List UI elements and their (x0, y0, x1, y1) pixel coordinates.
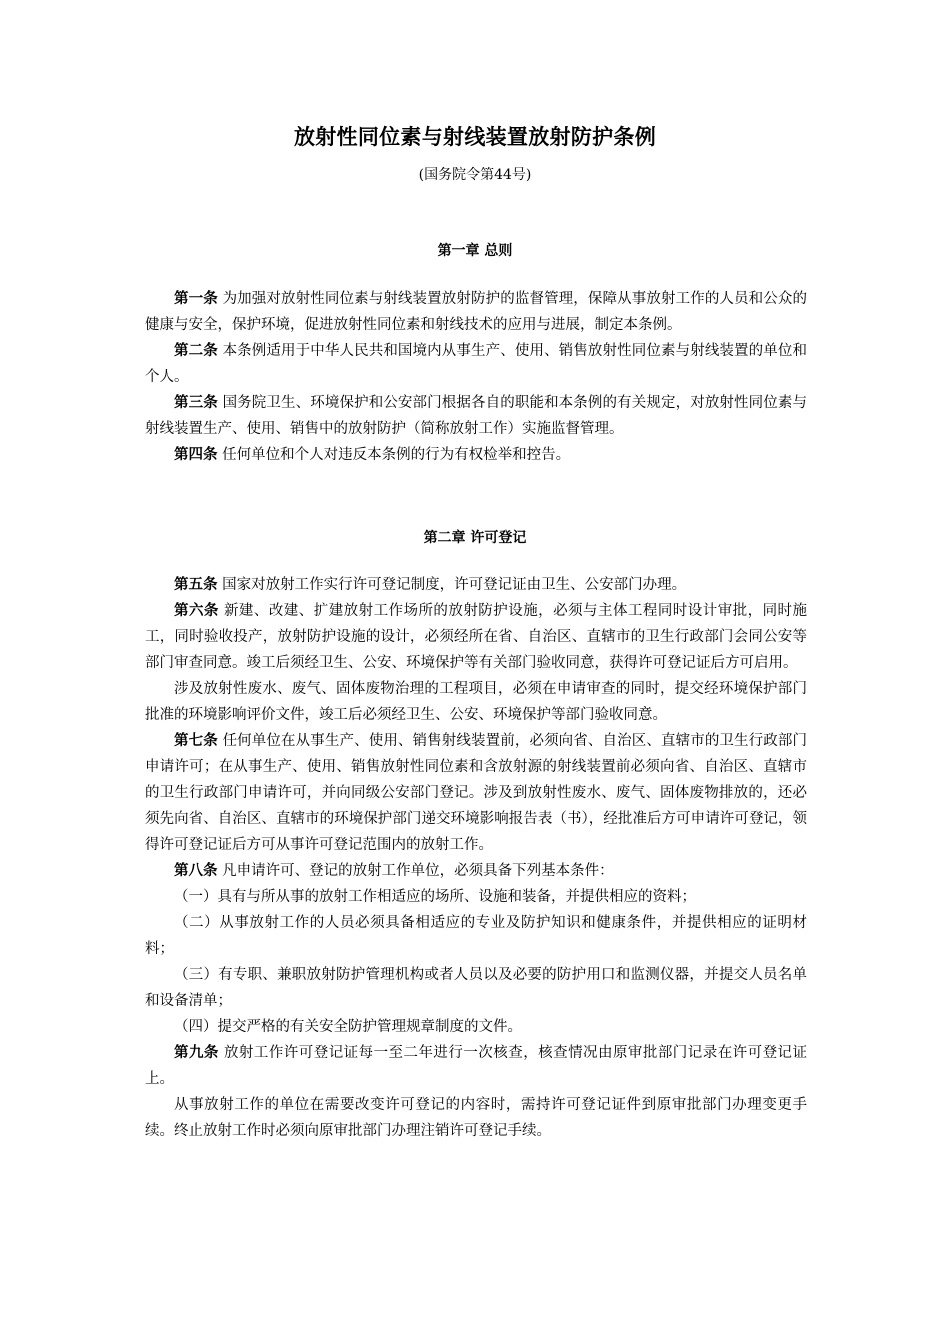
article-text: （三）有专职、兼职放射防护管理机构或者人员以及必要的防护用口和监测仪器，并提交人员名单和设备清单； (145, 967, 807, 1009)
article-text: 凡申请许可、登记的放射工作单位，必须具备下列基本条件： (217, 863, 614, 879)
article-paragraph (145, 1092, 807, 1144)
article-label: 第五条 (174, 577, 218, 593)
chapter-2-body (145, 572, 807, 1144)
list-item (145, 910, 807, 962)
article-paragraph (145, 858, 807, 884)
article-text: （一）具有与所从事的放射工作相适应的场所、设施和装备，并提供相应的资料； (174, 889, 696, 905)
article-paragraph (145, 286, 807, 338)
article-text: 从事放射工作的单位在需要改变许可登记的内容时，需持许可登记证件到原审批部门办理变更手续。终止放射工作时必须向原审批部门办理注销许可登记手续。 (145, 1097, 807, 1139)
article-text: 放射工作许可登记证每一至二年进行一次核查，核查情况由原审批部门记录在许可登记证上。 (145, 1045, 808, 1087)
list-item (145, 962, 807, 1014)
article-text: 国务院卫生、环境保护和公安部门根据各自的职能和本条例的有关规定，对放射性同位素与射线装置生产、使用、销售中的放射防护（简称放射工作）实施监督管理。 (145, 395, 807, 437)
article-label: 第二条 (174, 343, 218, 359)
article-label: 第八条 (174, 863, 218, 879)
article-text: 涉及放射性废水、废气、固体废物治理的工程项目，必须在申请审查的同时，提交经环境保护部门批准的环境影响评价文件，竣工后必须经卫生、公安、环境保护等部门验收同意。 (145, 681, 807, 723)
chapter-1-heading: 第一章 总则 (437, 243, 513, 259)
article-text: （四）提交严格的有关安全防护管理规章制度的文件。 (174, 1019, 522, 1035)
article-text: 为加强对放射性同位素与射线装置放射防护的监督管理，保障从事放射工作的人员和公众的健康与安全，保护环境，促进放射性同位素和射线技术的应用与进展，制定本条例。 (145, 291, 807, 333)
article-paragraph (145, 728, 807, 858)
chapter-1-body (145, 286, 807, 468)
article-text: 新建、改建、扩建放射工作场所的放射防护设施，必须与主体工程同时设计审批，同时施工，同时验收投产，放射防护设施的设计，必须经所在省、自治区、直辖市的卫生行政部门会同公安等部门审查同意。竣工后须经卫生、公安、环境保护等有关部门验收同意，获得许可登记证后方可启用。 (145, 603, 808, 671)
article-label: 第六条 (174, 603, 219, 619)
article-text: 本条例适用于中华人民共和国境内从事生产、使用、销售放射性同位素与射线装置的单位和个人。 (145, 343, 807, 385)
article-paragraph (145, 390, 807, 442)
article-text: 任何单位在从事生产、使用、销售射线装置前，必须向省、自治区、直辖市的卫生行政部门申请许可；在从事生产、使用、销售放射性同位素和含放射源的射线装置前必须向省、自治区、直辖市的卫生行政部门申请许可，并向同级公安部门登记。涉及到放射性废水、废气、固体废物排放的，还必须先向省、自治区、直辖市的环境保护部门递交环境影响报告表（书），经批准后方可申请许可登记，领得许可登记证后方可从事许可登记范围内的放射工作。 (145, 733, 807, 853)
article-text: 国家对放射工作实行许可登记制度，许可登记证由卫生、公安部门办理。 (217, 577, 687, 593)
article-label: 第四条 (174, 447, 218, 463)
article-paragraph (145, 1040, 807, 1092)
article-paragraph (145, 338, 807, 390)
article-label: 第九条 (174, 1045, 219, 1061)
document-subtitle: (国务院令第44号) (418, 167, 532, 183)
chapter-2-heading: 第二章 许可登记 (423, 530, 527, 546)
article-paragraph (145, 442, 807, 468)
document-title: 放射性同位素与射线装置放射防护条例 (293, 125, 657, 149)
article-label: 第三条 (174, 395, 218, 411)
article-paragraph (145, 598, 807, 676)
article-text: （二）从事放射工作的人员必须具备相适应的专业及防护知识和健康条件，并提供相应的证明材料； (145, 915, 807, 957)
article-label: 第七条 (174, 733, 218, 749)
article-text: 任何单位和个人对违反本条例的行为有权检举和控告。 (217, 447, 571, 463)
article-label: 第一条 (174, 291, 218, 307)
list-item (145, 884, 807, 910)
list-item (145, 1014, 807, 1040)
article-paragraph (145, 676, 807, 728)
article-paragraph (145, 572, 807, 598)
